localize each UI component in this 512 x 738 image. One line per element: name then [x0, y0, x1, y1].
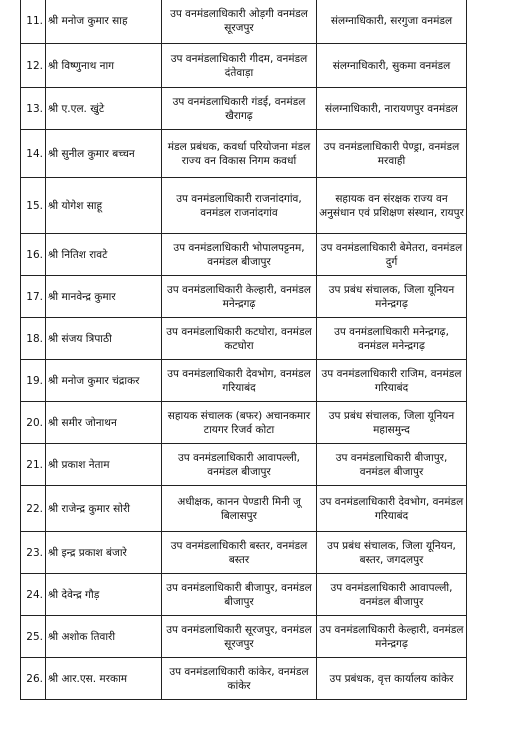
serial-number-cell: 14. — [21, 130, 46, 178]
officer-name-cell: श्री समीर जोनाथन — [46, 402, 162, 444]
officer-name-cell: श्री अशोक तिवारी — [46, 616, 162, 658]
current-posting-cell: उप वनमंडलाधिकारी कांकेर, वनमंडल कांकेर — [162, 658, 317, 700]
transfer-table-body — [21, 0, 467, 700]
new-posting-cell: उप वनमंडलाधिकारी राजिम, वनमंडल गरियाबंद — [317, 360, 467, 402]
serial-number-cell: 19. — [21, 360, 46, 402]
serial-number-cell: 22. — [21, 486, 46, 532]
transfer-table — [20, 0, 467, 700]
current-posting-cell: उप वनमंडलाधिकारी गंडई, वनमंडल खैरागढ़ — [162, 88, 317, 130]
current-posting-cell: उप वनमंडलाधिकारी गीदम, वनमंडल दंतेवाड़ा — [162, 44, 317, 88]
table-row — [21, 234, 467, 276]
new-posting-cell: उप वनमंडलाधिकारी बेमेतरा, वनमंडल दुर्ग — [317, 234, 467, 276]
serial-number-cell: 20. — [21, 402, 46, 444]
new-posting-cell: उप प्रबंधक, वृत्त कार्यालय कांकेर — [317, 658, 467, 700]
table-row — [21, 444, 467, 486]
table-row — [21, 574, 467, 616]
table-row — [21, 88, 467, 130]
serial-number-cell: 16. — [21, 234, 46, 276]
table-row — [21, 402, 467, 444]
table-row — [21, 178, 467, 234]
new-posting-cell: उप वनमंडलाधिकारी बीजापुर, वनमंडल बीजापुर — [317, 444, 467, 486]
current-posting-cell: उप वनमंडलाधिकारी केल्हारी, वनमंडल मनेन्द्रगढ़ — [162, 276, 317, 318]
table-row — [21, 532, 467, 574]
serial-number-cell: 12. — [21, 44, 46, 88]
officer-name-cell: श्री मनोज कुमार चंद्राकर — [46, 360, 162, 402]
current-posting-cell: उप वनमंडलाधिकारी आवापल्ली, वनमंडल बीजापुर — [162, 444, 317, 486]
serial-number-cell: 13. — [21, 88, 46, 130]
current-posting-cell: मंडल प्रबंधक, कवर्धा परियोजना मंडल राज्य वन विकास निगम कवर्धा — [162, 130, 317, 178]
current-posting-cell: उप वनमंडलाधिकारी बीजापुर, वनमंडल बीजापुर — [162, 574, 317, 616]
officer-name-cell: श्री देवेन्द्र गौड़ — [46, 574, 162, 616]
new-posting-cell: उप वनमंडलाधिकारी आवापल्ली, वनमंडल बीजापुर — [317, 574, 467, 616]
serial-number-cell: 17. — [21, 276, 46, 318]
current-posting-cell: सहायक संचालक (बफर) अचानकमार टायगर रिजर्व कोटा — [162, 402, 317, 444]
current-posting-cell: उप वनमंडलाधिकारी राजनांदगांव, वनमंडल राजनांदगांव — [162, 178, 317, 234]
officer-name-cell: श्री संजय त्रिपाठी — [46, 318, 162, 360]
officer-name-cell: श्री मानवेन्द्र कुमार — [46, 276, 162, 318]
officer-name-cell: श्री मनोज कुमार साह — [46, 0, 162, 44]
table-row — [21, 486, 467, 532]
table-row — [21, 318, 467, 360]
new-posting-cell: संलग्नाधिकारी, सुकमा वनमंडल — [317, 44, 467, 88]
new-posting-cell: उप वनमंडलाधिकारी पेण्ड्रा, वनमंडल मरवाही — [317, 130, 467, 178]
table-row — [21, 616, 467, 658]
table-row — [21, 130, 467, 178]
current-posting-cell: उप वनमंडलाधिकारी देवभोग, वनमंडल गरियाबंद — [162, 360, 317, 402]
serial-number-cell: 18. — [21, 318, 46, 360]
serial-number-cell: 15. — [21, 178, 46, 234]
current-posting-cell: उप वनमंडलाधिकारी कटघोरा, वनमंडल कटघोरा — [162, 318, 317, 360]
new-posting-cell: उप प्रबंध संचालक, जिला यूनियन महासमुन्द — [317, 402, 467, 444]
officer-name-cell: श्री इन्द्र प्रकाश बंजारे — [46, 532, 162, 574]
officer-name-cell: श्री नितिश रावटे — [46, 234, 162, 276]
officer-name-cell: श्री विष्णुनाथ नाग — [46, 44, 162, 88]
serial-number-cell: 24. — [21, 574, 46, 616]
new-posting-cell: उप प्रबंध संचालक, जिला यूनियन, बस्तर, जगदलपुर — [317, 532, 467, 574]
new-posting-cell: उप वनमंडलाधिकारी केल्हारी, वनमंडल मनेन्द्रगढ़ — [317, 616, 467, 658]
table-row — [21, 276, 467, 318]
new-posting-cell: उप वनमंडलाधिकारी देवभोग, वनमंडल गरियाबंद — [317, 486, 467, 532]
table-row — [21, 658, 467, 700]
officer-name-cell: श्री प्रकाश नेताम — [46, 444, 162, 486]
table-row — [21, 44, 467, 88]
new-posting-cell: उप प्रबंध संचालक, जिला यूनियन मनेन्द्रगढ़ — [317, 276, 467, 318]
new-posting-cell: संलग्नाधिकारी, नारायणपुर वनमंडल — [317, 88, 467, 130]
serial-number-cell: 26. — [21, 658, 46, 700]
new-posting-cell: सहायक वन संरक्षक राज्य वन अनुसंधान एवं प्रशिक्षण संस्थान, रायपुर — [317, 178, 467, 234]
serial-number-cell: 23. — [21, 532, 46, 574]
table-row — [21, 360, 467, 402]
officer-name-cell: श्री सुनील कुमार बच्चन — [46, 130, 162, 178]
officer-name-cell: श्री योगेश साहू — [46, 178, 162, 234]
new-posting-cell: संलग्नाधिकारी, सरगुजा वनमंडल — [317, 0, 467, 44]
officer-name-cell: श्री ए.एल. खुंटे — [46, 88, 162, 130]
current-posting-cell: उप वनमंडलाधिकारी ओड़गी वनमंडल सूरजपुर — [162, 0, 317, 44]
serial-number-cell: 25. — [21, 616, 46, 658]
officer-name-cell: श्री आर.एस. मरकाम — [46, 658, 162, 700]
serial-number-cell: 21. — [21, 444, 46, 486]
current-posting-cell: अधीक्षक, कानन पेण्डारी मिनी जू बिलासपुर — [162, 486, 317, 532]
current-posting-cell: उप वनमंडलाधिकारी बस्तर, वनमंडल बस्तर — [162, 532, 317, 574]
current-posting-cell: उप वनमंडलाधिकारी भोपालपट्टनम, वनमंडल बीजापुर — [162, 234, 317, 276]
new-posting-cell: उप वनमंडलाधिकारी मनेन्द्रगढ़, वनमंडल मनेन्द्रगढ़ — [317, 318, 467, 360]
serial-number-cell: 11. — [21, 0, 46, 44]
officer-name-cell: श्री राजेन्द्र कुमार सोरी — [46, 486, 162, 532]
table-row — [21, 0, 467, 44]
current-posting-cell: उप वनमंडलाधिकारी सूरजपुर, वनमंडल सूरजपुर — [162, 616, 317, 658]
